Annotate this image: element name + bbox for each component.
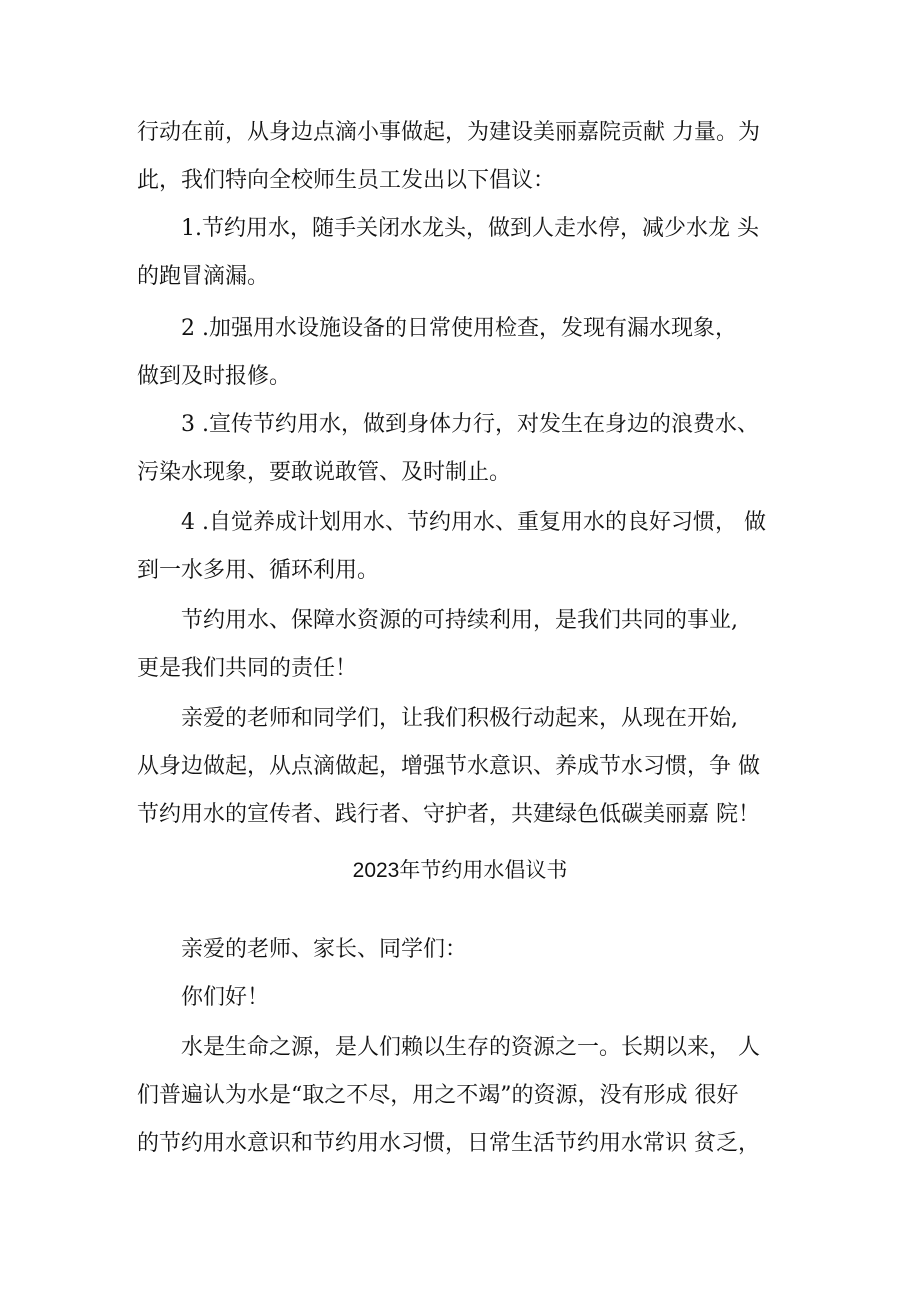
salutation: 亲爱的老师、家长、同学们： xyxy=(181,937,468,962)
text-line: 做到及时报修。 xyxy=(137,364,292,389)
text-line: 水是生命之源，是人们赖以生存的资源之一。长期以来， 人 xyxy=(181,1035,760,1060)
text-line: 从身边做起，从点滴做起，增强节水意识、养成节水习惯，争 做 xyxy=(137,754,760,779)
text-line: 节约用水、保障水资源的可持续利用，是我们共同的事业, xyxy=(181,608,738,633)
text-line: 节约用水的宣传者、践行者、守护者，共建绿色低碳美丽嘉 院！ xyxy=(137,802,760,827)
text-line: 1.节约用水，随手关闭水龙头，做到人走水停，减少水龙 头 xyxy=(181,216,759,241)
text-line: 亲爱的老师和同学们，让我们积极行动起来，从现在开始, xyxy=(181,706,738,731)
text-line: 2 .加强用水设施设备的日常使用检查，发现有漏水现象， xyxy=(181,316,737,341)
text-line: 4 .自觉养成计划用水、节约用水、重复用水的良好习惯， 做 xyxy=(181,510,766,535)
text-line: 3 .宣传节约用水，做到身体力行，对发生在身边的浪费水、 xyxy=(181,412,759,437)
text-line: 污染水现象，要敢说敢管、及时制止。 xyxy=(137,460,512,485)
text-line: 的节约用水意识和节约用水习惯，日常生活节约用水常识 贫乏， xyxy=(137,1131,760,1156)
text-line: 的跑冒滴漏。 xyxy=(137,264,270,289)
text-line: 此，我们特向全校师生员工发出以下倡议： xyxy=(137,168,556,193)
text-line: 到一水多用、循环利用。 xyxy=(137,558,380,583)
greeting: 你们好！ xyxy=(181,985,270,1010)
text-line: 行动在前，从身边点滴小事做起，为建设美丽嘉院贡献 力量。为 xyxy=(137,120,760,145)
text-line: 更是我们共同的责任！ xyxy=(137,656,358,681)
text-line: 们普遍认为水是“取之不尽，用之不竭”的资源，没有形成 很好 xyxy=(137,1083,739,1108)
document-title: 2023年节约用水倡议书 xyxy=(352,859,568,882)
